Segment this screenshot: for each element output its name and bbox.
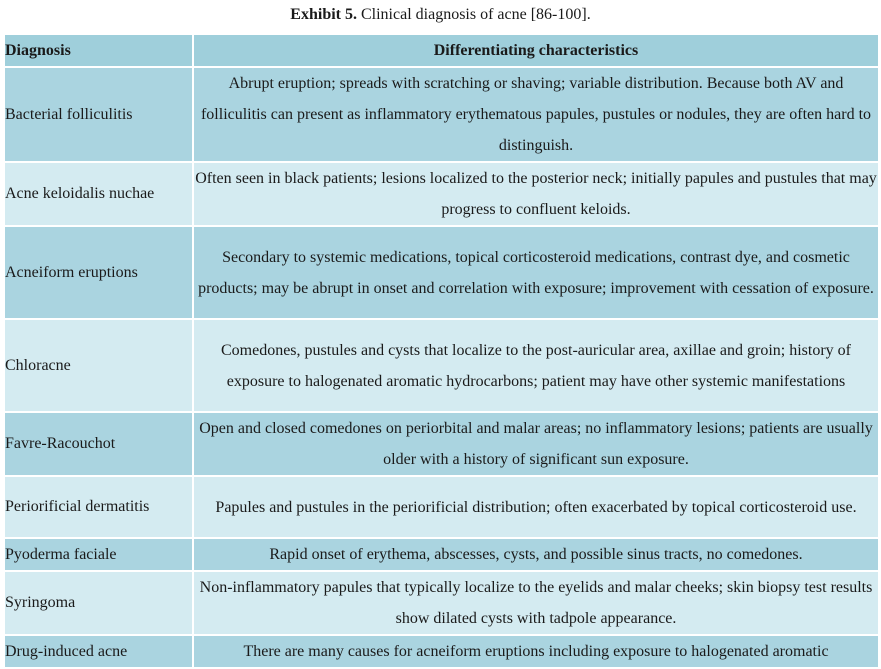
characteristics-cell: Open and closed comedones on periorbital and malar areas; no inflammatory lesions; patients are usually older with a history of significant sun exposure. [193, 412, 879, 476]
column-header-diagnosis: Diagnosis [4, 34, 193, 67]
table-row [4, 412, 879, 476]
characteristics-cell: Non-inflammatory papules that typically localize to the eyelids and malar cheeks; skin biopsy test results show dilated cysts with tadpole appearance. [193, 571, 879, 635]
diagnosis-cell: Acne keloidalis nuchae [4, 162, 193, 226]
table-row [4, 635, 879, 668]
diagnosis-cell: Syringoma [4, 571, 193, 635]
table-header-row [4, 34, 879, 67]
table-row [4, 538, 879, 571]
characteristics-cell: There are many causes for acneiform eruptions including exposure to halogenated aromatic [193, 635, 879, 668]
table-row [4, 67, 879, 162]
characteristics-cell: Often seen in black patients; lesions localized to the posterior neck; initially papules and pustules that may progress to confluent keloids. [193, 162, 879, 226]
table-row [4, 319, 879, 412]
diagnosis-cell: Bacterial folliculitis [4, 67, 193, 162]
characteristics-cell: Comedones, pustules and cysts that localize to the post-auricular area, axillae and groin; history of exposure to halogenated aromatic hydrocarbons; patient may have other systemic manifestations [193, 319, 879, 412]
diagnosis-cell: Favre-Racouchot [4, 412, 193, 476]
table-row [4, 476, 879, 538]
diagnosis-cell: Periorificial dermatitis [4, 476, 193, 538]
diagnosis-cell: Chloracne [4, 319, 193, 412]
diagnosis-cell: Acneiform eruptions [4, 226, 193, 319]
column-header-characteristics: Differentiating characteristics [193, 34, 879, 67]
characteristics-cell: Papules and pustules in the periorificial distribution; often exacerbated by topical corticosteroid use. [193, 476, 879, 538]
table-row [4, 571, 879, 635]
characteristics-cell: Rapid onset of erythema, abscesses, cysts, and possible sinus tracts, no comedones. [193, 538, 879, 571]
table-row [4, 226, 879, 319]
exhibit-caption [0, 0, 881, 30]
diagnosis-cell: Drug-induced acne [4, 635, 193, 668]
diagnosis-table [3, 33, 880, 669]
characteristics-cell: Abrupt eruption; spreads with scratching or shaving; variable distribution. Because both AV and folliculitis can present as inflammatory erythematous papules, pustules or nodules, they are often hard to distinguish. [193, 67, 879, 162]
table-row [4, 162, 879, 226]
diagnosis-cell: Pyoderma faciale [4, 538, 193, 571]
characteristics-cell: Secondary to systemic medications, topical corticosteroid medications, contrast dye, and cosmetic products; may be abrupt in onset and correlation with exposure; improvement with cessation of exposure. [193, 226, 879, 319]
exhibit-label: Exhibit 5. [290, 6, 357, 23]
exhibit-title: Clinical diagnosis of acne [86-100]. [356, 6, 591, 23]
